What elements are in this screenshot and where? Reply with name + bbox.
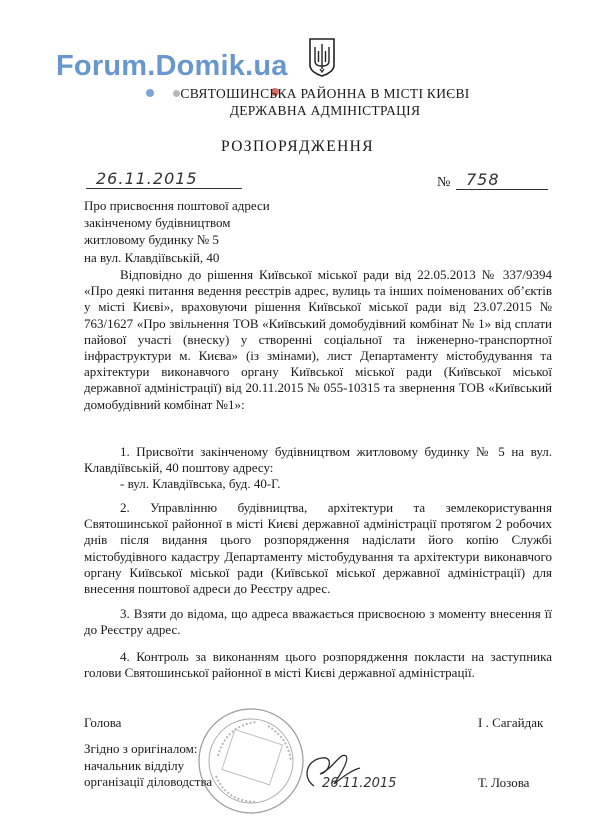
copy-line: начальник відділу	[84, 757, 185, 773]
copy-name: Т. Лозова	[478, 775, 530, 790]
number-underline	[456, 189, 548, 190]
document-title: РОЗПОРЯДЖЕННЯ	[221, 138, 374, 155]
copy-line: Згідно з оригіналом:	[84, 741, 198, 756]
item-1-address	[84, 476, 552, 492]
head-name: І . Сагайдак	[478, 715, 544, 730]
head-title: Голова	[84, 715, 122, 730]
item-3-paragraph	[84, 606, 552, 638]
official-stamp-icon	[196, 706, 306, 816]
certified-copy-block	[84, 741, 212, 791]
subject-line: на вул. Клавдіївській, 40	[84, 249, 220, 265]
copy-line: організації діловодства	[84, 774, 213, 789]
ukraine-trident-icon	[308, 37, 336, 77]
subject-line: закінченому будівництвом	[84, 215, 231, 231]
handwritten-date: 26.11.2015	[322, 776, 397, 791]
item-1-paragraph	[84, 444, 552, 476]
preamble-paragraph	[84, 267, 552, 413]
item-1-address-text: - вул. Клавдіївська, буд. 40-Г.	[120, 476, 281, 491]
item-2-paragraph	[84, 500, 552, 597]
item-4-paragraph	[84, 649, 552, 681]
item-2-text: 2. Управлінню будівництва, архітектури та землекористування Святошинської районної в місті Києві державної адміністрації протягом 2 робочих днів після видання цього розпорядження надіслати його копію Службі містобудівного кадастру Департаменту містобудування та архітектури виконавчого органу Київської міської ради (Київської міської державної адміністрації) для внесення поштової адреси до Реєстру адрес.	[84, 500, 552, 597]
watermark-dot-blue	[146, 89, 154, 97]
preamble-text: Відповідно до рішення Київської міської ради від 22.05.2013 № 337/9394 «Про деякі питання ведення реєстрів адрес, вулиць та інших поіменованих об’єктів у місті Києві», враховуючи рішення Київської міської ради від 23.07.2015 № 763/1627 «Про звільнення ТОВ «Київський домобудівний комбінат № 1» від сплати пайової участі (внеску) у створенні соціальної та інженерно-транспортної інфраструктури м. Києва» (із змінами), лист Департаменту містобудування та архітектури виконавчого органу Київської міської ради (Київської міської державної адміністрації) від 20.11.2015 № 055-10315 та звернення ТОВ «Київський домобудівний комбінат №1»:	[84, 267, 552, 412]
document-date: 26.11.2015	[96, 169, 198, 188]
document-subject	[84, 197, 270, 266]
subject-line: Про присвоєння поштової адреси	[84, 198, 270, 213]
org-name-line2: ДЕРЖАВНА АДМІНІСТРАЦІЯ	[229, 103, 421, 118]
document-number: 758	[466, 170, 500, 189]
number-label: №	[437, 175, 451, 190]
subject-line: житловому будинку № 5	[84, 232, 219, 248]
watermark-text: Forum.Domik.ua	[56, 50, 288, 82]
date-underline	[86, 188, 242, 189]
item-1-text: 1. Присвоїти закінченому будівництвом житловому будинку № 5 на вул. Клавдіївській, 40 поштову адресу:	[84, 444, 552, 476]
org-name-line1: СВЯТОШИНСЬКА РАЙОННА В МІСТІ КИЄВІ	[180, 86, 470, 101]
item-4-text: 4. Контроль за виконанням цього розпорядження покласти на заступника голови Святошинської районної в місті Києві державної адміністрації.	[84, 649, 552, 681]
item-3-text: 3. Взяти до відома, що адреса вважається присвоєною з моменту внесення її до Реєстру адрес.	[84, 606, 552, 638]
